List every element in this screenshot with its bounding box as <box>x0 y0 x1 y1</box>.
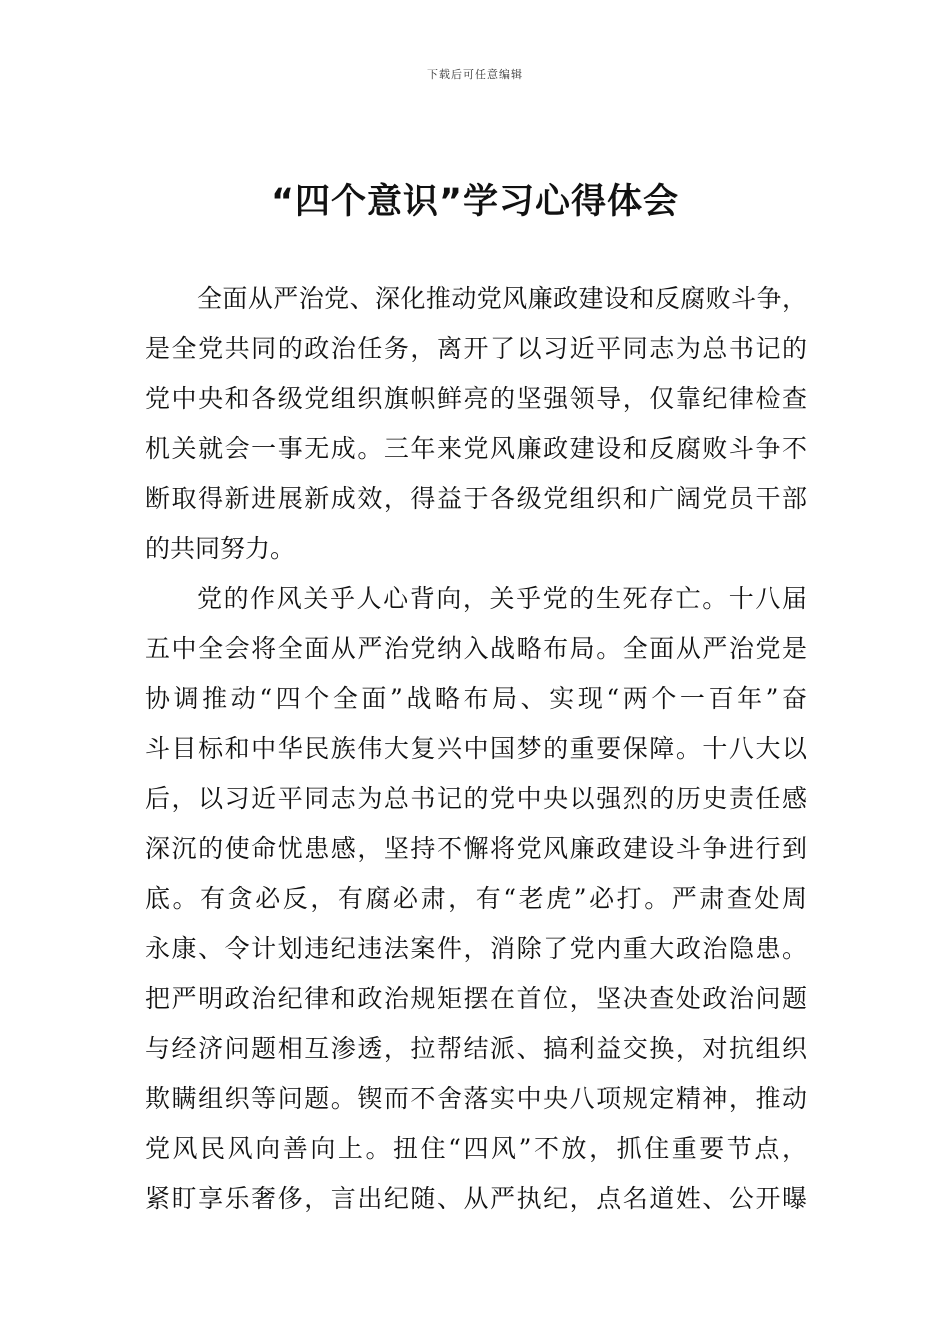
paragraph-2-line-9: 把严明政治纪律和政治规矩摆在首位，坚决查处政治问题 <box>145 984 807 1013</box>
paragraph-1-line-1: 全面从严治党、深化推动党风廉政建设和反腐败斗争， <box>197 284 807 313</box>
header-note: 下载后可任意编辑 <box>427 68 523 81</box>
paragraph-2-line-4: 斗目标和中华民族伟大复兴中国梦的重要保障。十八大以 <box>145 734 807 763</box>
paragraph-2-line-3: 协调推动“四个全面”战略布局、实现“两个一百年”奋 <box>145 684 807 713</box>
paragraph-2-line-5: 后，以习近平同志为总书记的党中央以强烈的历史责任感 <box>145 784 807 813</box>
paragraph-2-line-1: 党的作风关乎人心背向，关乎党的生死存亡。十八届 <box>197 584 807 613</box>
paragraph-1-line-5: 断取得新进展新成效，得益于各级党组织和广阔党员干部 <box>145 484 807 513</box>
paragraph-2-line-12: 党风民风向善向上。扭住“四风”不放，抓住重要节点， <box>145 1134 807 1163</box>
paragraph-2-line-13: 紧盯享乐奢侈，言出纪随、从严执纪，点名道姓、公开曝 <box>145 1184 807 1213</box>
paragraph-2-line-11: 欺瞒组织等问题。锲而不舍落实中央八项规定精神，推动 <box>145 1084 807 1113</box>
paragraph-2-line-2: 五中全会将全面从严治党纳入战略布局。全面从严治党是 <box>145 634 807 663</box>
paragraph-2-line-6: 深沉的使命忧患感，坚持不懈将党风廉政建设斗争进行到 <box>145 834 807 863</box>
paragraph-2-line-10: 与经济问题相互渗透，拉帮结派、搞利益交换，对抗组织 <box>145 1034 807 1063</box>
paragraph-1-line-2: 是全党共同的政治任务，离开了以习近平同志为总书记的 <box>145 334 807 363</box>
document-title: “四个意识”学习心得体会 <box>270 182 679 222</box>
paragraph-2-line-7: 底。有贪必反，有腐必肃，有“老虎”必打。严肃查处周 <box>145 884 807 913</box>
paragraph-2-line-8: 永康、令计划违纪违法案件，消除了党内重大政治隐患。 <box>145 934 807 963</box>
document-body <box>145 274 807 1224</box>
paragraph-1-line-6: 的共同努力。 <box>145 534 296 563</box>
paragraph-1-line-4: 机关就会一事无成。三年来党风廉政建设和反腐败斗争不 <box>145 434 807 463</box>
paragraph-1-line-3: 党中央和各级党组织旗帜鲜亮的坚强领导，仅靠纪律检查 <box>145 384 807 413</box>
